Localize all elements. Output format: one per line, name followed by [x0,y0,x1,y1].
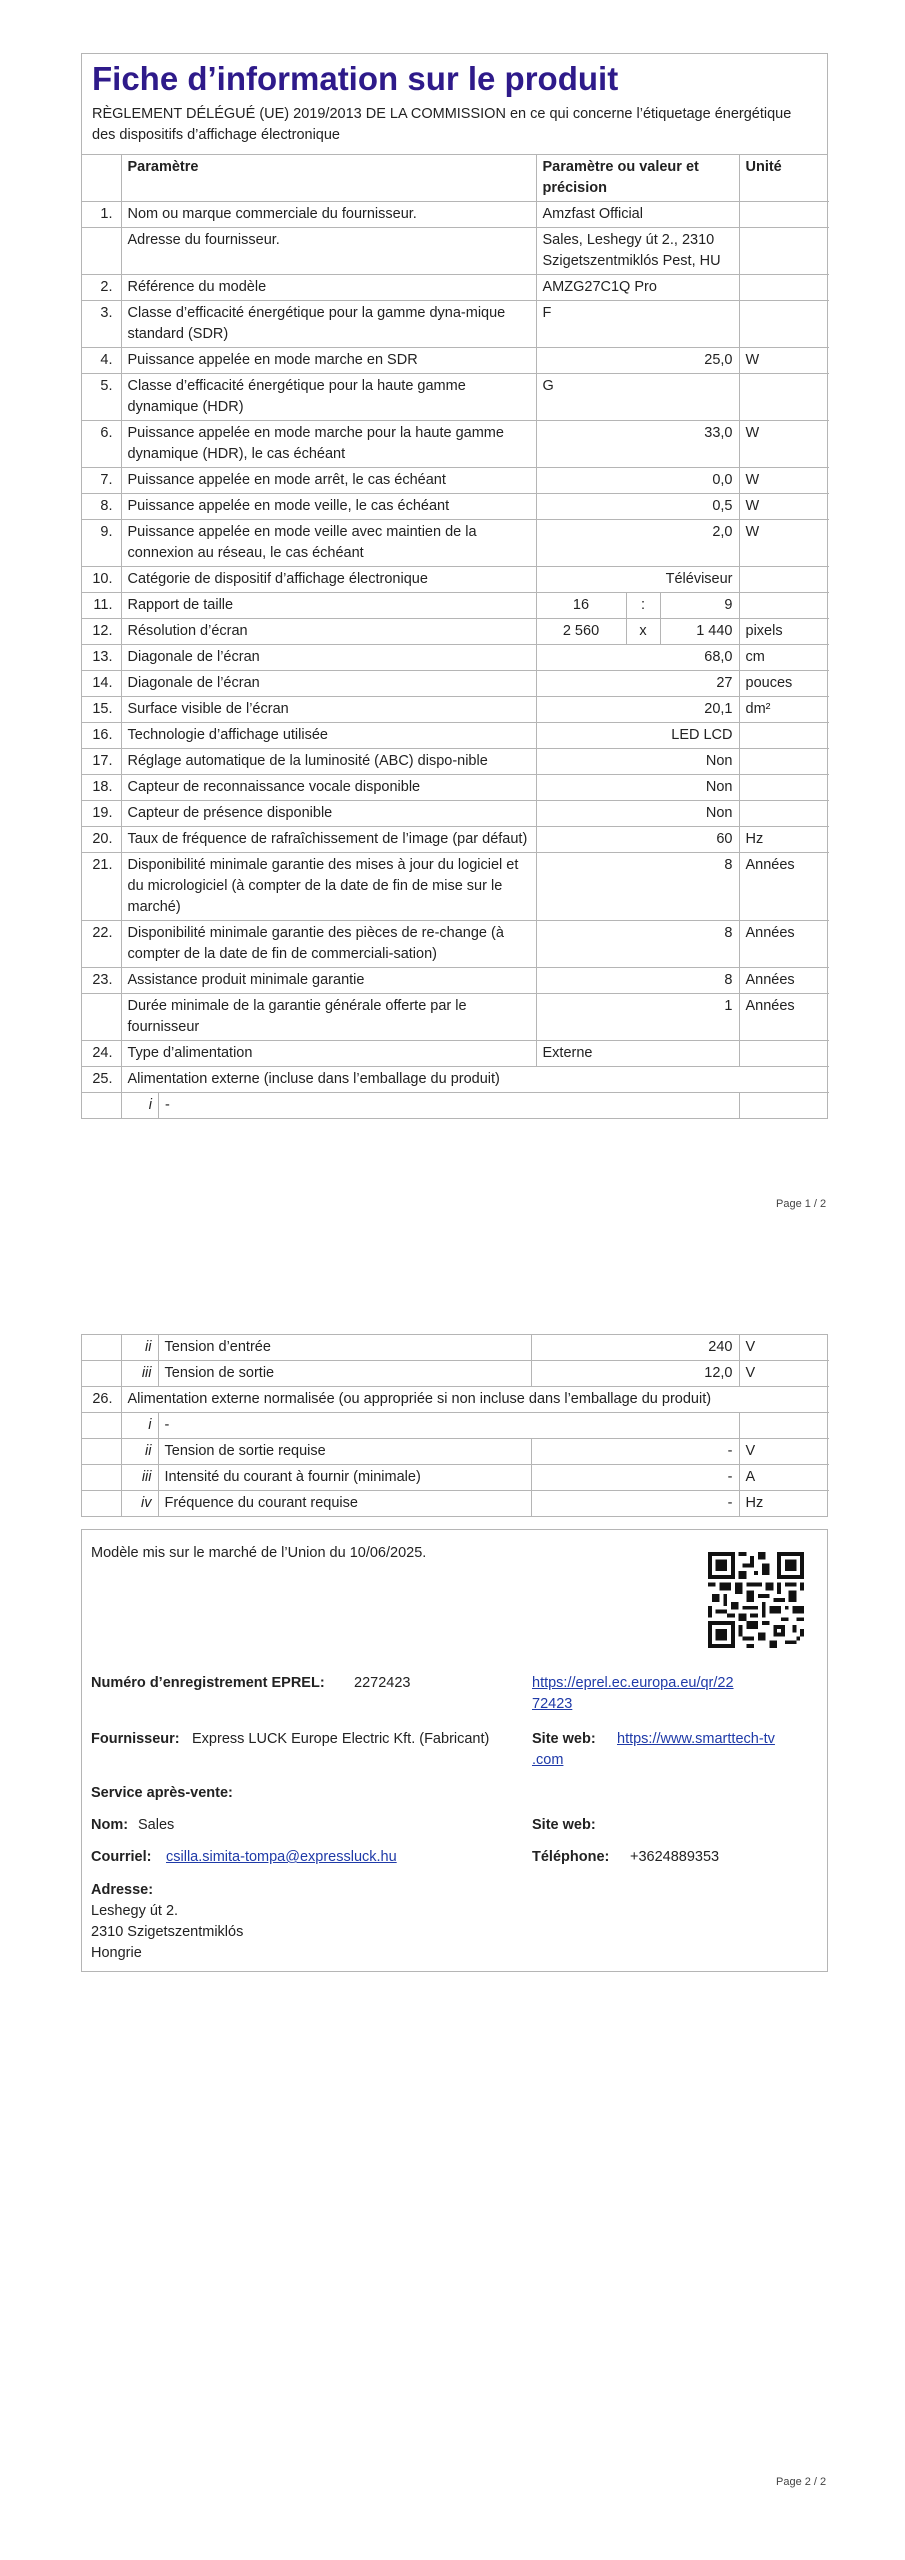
row-value: 0,0 [536,468,739,494]
row-label: Tension d’entrée [158,1335,531,1361]
row-label: Rapport de taille [121,593,536,619]
table-row [82,348,829,374]
row-label: Référence du modèle [121,275,536,301]
row-label: Intensité du courant à fournir (minimale) [158,1465,531,1491]
roman-index: iii [121,1465,158,1491]
row-unit: Années [739,968,829,994]
roman-index: i [121,1413,158,1439]
row-number: 22. [82,921,121,968]
header-value: Paramètre ou valeur et précision [536,155,739,202]
row-label: Tension de sortie requise [158,1439,531,1465]
row-value: 240 [531,1335,739,1361]
row-label: Capteur de reconnaissance vocale disponible [121,775,536,801]
row-value: Amzfast Official [536,202,739,228]
row-unit [739,275,829,301]
row-unit [739,775,829,801]
row-number: 3. [82,301,121,348]
table-row [82,801,829,827]
row-number: 5. [82,374,121,421]
row-number: 18. [82,775,121,801]
table-row [82,749,829,775]
row-unit [739,202,829,228]
table-row [82,228,829,275]
row-value: 27 [536,671,739,697]
table-row [82,1465,829,1491]
row-value: Externe [536,1041,739,1067]
row-number: 14. [82,671,121,697]
table-row [82,421,829,468]
row-number [82,1361,121,1387]
table-row [82,593,829,619]
row-value: 20,1 [536,697,739,723]
table-row [82,494,829,520]
table-row [82,1413,829,1439]
row-number: 2. [82,275,121,301]
roman-index: iii [121,1361,158,1387]
row-label: Technologie d’affichage utilisée [121,723,536,749]
website-label: Site web: [532,1731,596,1747]
row-number: 12. [82,619,121,645]
sub-table [122,1093,739,1118]
row-number: 24. [82,1041,121,1067]
roman-index: ii [121,1439,158,1465]
row-label: Adresse du fournisseur. [121,228,536,275]
row-label: Capteur de présence disponible [121,801,536,827]
row-unit [739,374,829,421]
phone-label: Téléphone: [532,1849,610,1865]
placed-on-market: Modèle mis sur le marché de l’Union du 10/06/2025. [91,1545,427,1561]
row-value: F [536,301,739,348]
row-unit: W [739,348,829,374]
row-value: 33,0 [536,421,739,468]
row-unit: Années [739,994,829,1041]
eprel-link-line-1[interactable]: https://eprel.ec.europa.eu/qr/22 [532,1675,734,1691]
table-row [122,1093,739,1118]
row-number: 1. [82,202,121,228]
table-row [82,1093,829,1119]
table-row [82,1491,829,1517]
address-line-3: Hongrie [91,1945,142,1961]
row-number: 25. [82,1067,121,1093]
address-line-2: 2310 Szigetszentmiklós [91,1924,244,1940]
table-row [82,645,829,671]
row-unit [739,567,829,593]
row-value-2: 1 440 [660,619,739,645]
row-label: Nom ou marque commerciale du fournisseur. [121,202,536,228]
table-row [82,1439,829,1465]
row-label: Diagonale de l’écran [121,671,536,697]
row-label: Puissance appelée en mode marche en SDR [121,348,536,374]
row-value: LED LCD [536,723,739,749]
row-unit [739,723,829,749]
table-row [82,567,829,593]
table-row [82,968,829,994]
row-number: 19. [82,801,121,827]
product-info-sheet-page-2 [81,1334,828,1517]
row-value: - [158,1413,739,1439]
row-value: - [531,1465,739,1491]
row-number [82,1413,121,1439]
website-link-line-2[interactable]: .com [532,1752,564,1768]
row-label: Fréquence du courant requise [158,1491,531,1517]
row-number [82,1093,121,1119]
header-param: Paramètre [121,155,536,202]
row-unit [739,301,829,348]
row-value: 12,0 [531,1361,739,1387]
address-line-1: Leshegy út 2. [91,1903,179,1919]
row-number [82,994,121,1041]
row-value: Non [536,775,739,801]
table-row [82,921,829,968]
row-unit: W [739,520,829,567]
row-number [82,1465,121,1491]
row-label: Type d’alimentation [121,1041,536,1067]
page-title: Fiche d’information sur le produit [92,60,619,97]
aftersales-website-label: Site web: [532,1817,596,1833]
table-row [82,827,829,853]
row-number: 15. [82,697,121,723]
row-separator: x [626,619,660,645]
row-value: 1 [536,994,739,1041]
row-number: 21. [82,853,121,921]
row-number: 4. [82,348,121,374]
row-value: Non [536,749,739,775]
row-value: Téléviseur [536,567,739,593]
row-number [82,228,121,275]
row-unit [739,1413,829,1439]
supplier-info-box [81,1529,828,1972]
row-label: Réglage automatique de la luminosité (ABC) dispo-nible [121,749,536,775]
header-unit: Unité [739,155,829,202]
row-value: - [531,1491,739,1517]
supplier-label: Fournisseur: [91,1731,180,1747]
row-unit: V [739,1335,829,1361]
row-value-2: 9 [660,593,739,619]
page-number-2: Page 2 / 2 [776,2476,827,2488]
eprel-link-line-2[interactable]: 72423 [532,1696,573,1712]
row-number: 11. [82,593,121,619]
table-row [82,1041,829,1067]
table-row [82,1361,829,1387]
row-value: G [536,374,739,421]
row-value: 0,5 [536,494,739,520]
row-label: Assistance produit minimale garantie [121,968,536,994]
row-value: - [531,1439,739,1465]
row-value: - [159,1093,739,1118]
row-unit: cm [739,645,829,671]
row-value: 8 [536,921,739,968]
row-label: Puissance appelée en mode arrêt, le cas échéant [121,468,536,494]
row-unit: W [739,494,829,520]
table-row [82,301,829,348]
row-unit [739,1041,829,1067]
table-row [82,468,829,494]
row-unit: V [739,1439,829,1465]
power-supply-table [82,1335,829,1516]
website-link-line-1[interactable]: https://www.smarttech-tv [617,1731,775,1747]
row-number [82,1491,121,1517]
row-number: 16. [82,723,121,749]
table-row [82,619,829,645]
row-unit [739,593,829,619]
row-number: 17. [82,749,121,775]
row-value: AMZG27C1Q Pro [536,275,739,301]
address-label: Adresse: [91,1882,154,1898]
row-value: 8 [536,853,739,921]
email-link[interactable]: csilla.simita-tompa@expressluck.hu [166,1849,397,1865]
row-number: 20. [82,827,121,853]
row-unit: Années [739,853,829,921]
row-value: 2,0 [536,520,739,567]
row-unit: Hz [739,827,829,853]
table-row [82,1335,829,1361]
row-value: Non [536,801,739,827]
row-value-1: 16 [536,593,626,619]
table-row [82,520,829,567]
roman-index: i [122,1093,159,1118]
row-number: 13. [82,645,121,671]
row-unit: dm² [739,697,829,723]
row-label: Puissance appelée en mode marche pour la haute gamme dynamique (HDR), le cas échéant [121,421,536,468]
table-row [82,202,829,228]
roman-index: iv [121,1491,158,1517]
table-row [82,1387,829,1413]
row-value: 60 [536,827,739,853]
table-row [82,275,829,301]
row-number: 6. [82,421,121,468]
row-label: Surface visible de l’écran [121,697,536,723]
row-value: 8 [536,968,739,994]
table-row [82,723,829,749]
table-row [82,374,829,421]
row-label: Puissance appelée en mode veille avec maintien de la connexion au réseau, le cas échéant [121,520,536,567]
row-unit: pixels [739,619,829,645]
phone-value: +3624889353 [630,1849,720,1865]
row-unit [739,749,829,775]
row-label: Taux de fréquence de rafraîchissement de l’image (par défaut) [121,827,536,853]
row-label: Puissance appelée en mode veille, le cas échéant [121,494,536,520]
regulation-subtitle: RÈGLEMENT DÉLÉGUÉ (UE) 2019/2013 DE LA COMMISSION en ce qui concerne l’étiquetage énergétique des dispositifs d’affichage électronique [82,100,827,155]
row-number: 9. [82,520,121,567]
name-value: Sales [138,1817,175,1833]
row-label: Disponibilité minimale garantie des pièces de re-change (à compter de la date de fin de commerciali-sation) [121,921,536,968]
page-number: Page 1 / 2 [776,1198,827,1210]
row-unit: pouces [739,671,829,697]
sub-row-cell [121,1093,739,1119]
row-unit: W [739,468,829,494]
table-row [82,994,829,1041]
row-number: 10. [82,567,121,593]
row-value: Sales, Leshegy út 2., 2310 Szigetszentmiklós Pest, HU [536,228,739,275]
table-row [82,775,829,801]
row-number: 8. [82,494,121,520]
row-unit [739,228,829,275]
row-label: Catégorie de dispositif d’affichage électronique [121,567,536,593]
row-number [82,1335,121,1361]
row-unit: V [739,1361,829,1387]
table-row [82,697,829,723]
row-label: Tension de sortie [158,1361,531,1387]
qr-code-icon [708,1552,804,1648]
row-label: Durée minimale de la garantie générale offerte par le fournisseur [121,994,536,1041]
row-number: 7. [82,468,121,494]
row-unit: Hz [739,1491,829,1517]
row-label: Classe d’efficacité énergétique pour la haute gamme dynamique (HDR) [121,374,536,421]
row-label: Alimentation externe normalisée (ou appropriée si non incluse dans l’emballage du produit) [121,1387,829,1413]
parameters-table [82,155,829,1118]
row-unit: Années [739,921,829,968]
row-unit: W [739,421,829,468]
row-label: Résolution d’écran [121,619,536,645]
aftersales-heading: Service après-vente: [91,1785,233,1801]
supplier-value: Express LUCK Europe Electric Kft. (Fabricant) [192,1731,490,1747]
table-row [82,1067,829,1093]
row-unit [739,801,829,827]
row-value: 25,0 [536,348,739,374]
table-header-row [82,155,829,202]
row-value-1: 2 560 [536,619,626,645]
row-value: 68,0 [536,645,739,671]
product-info-sheet-page-1 [81,53,828,1119]
table-row [82,671,829,697]
row-number: 26. [82,1387,121,1413]
row-unit [739,1093,829,1119]
eprel-value: 2272423 [354,1675,411,1691]
row-label: Alimentation externe (incluse dans l’emballage du produit) [121,1067,829,1093]
row-label: Disponibilité minimale garantie des mises à jour du logiciel et du micrologiciel (à compter de la date de fin de mise sur le marché) [121,853,536,921]
row-label: Classe d’efficacité énergétique pour la gamme dyna-mique standard (SDR) [121,301,536,348]
name-label: Nom: [91,1817,129,1833]
row-separator: : [626,593,660,619]
row-number: 23. [82,968,121,994]
roman-index: ii [121,1335,158,1361]
row-unit: A [739,1465,829,1491]
email-label: Courriel: [91,1849,152,1865]
row-number [82,1439,121,1465]
eprel-label: Numéro d’enregistrement EPREL: [91,1675,325,1691]
table-row [82,853,829,921]
row-label: Diagonale de l’écran [121,645,536,671]
